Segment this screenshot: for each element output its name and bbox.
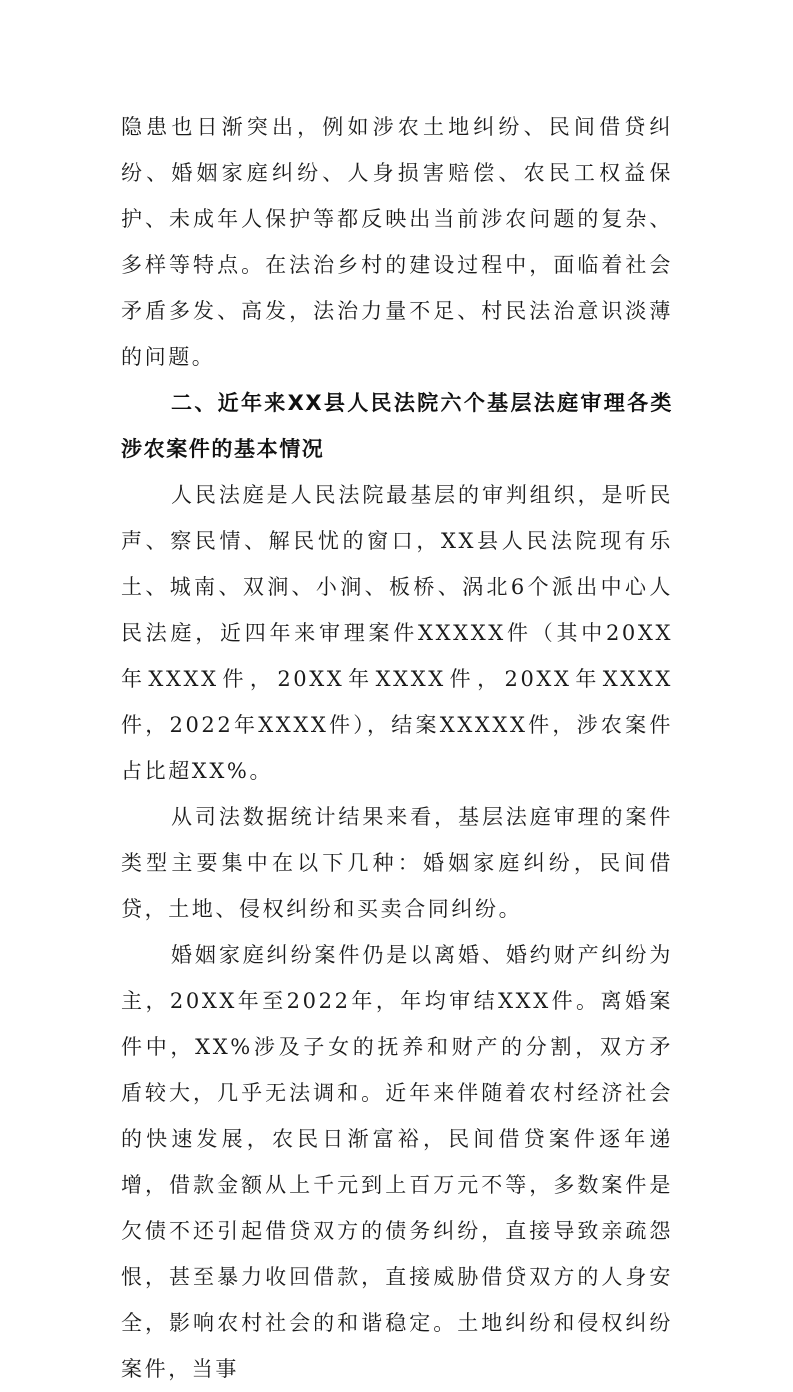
paragraph-continuation: 隐患也日渐突出，例如涉农土地纠纷、民间借贷纠纷、婚姻家庭纠纷、人身损害赔偿、农民工权益保护、未成年人保护等都反映出当前涉农问题的复杂、多样等特点。在法治乡村的建设过程中，面临着社会矛盾多发、高发，法治力量不足、村民法治意识淡薄的问题。 [121,115,673,369]
document-page [121,104,673,1392]
section-heading: 二、近年来XX县人民法院六个基层法庭审理各类涉农案件的基本情况 [121,391,673,461]
paragraph-court-overview: 人民法庭是人民法院最基层的审判组织，是听民声、察民情、解民忧的窗口，XX县人民法院现有乐土、城南、双涧、小涧、板桥、涡北6个派出中心人民法庭，近四年来审理案件XXXXX件（其中20XX年XXXX件，20XX年XXXX件，20XX年XXXX件，2022年XXXX件），结案XXXXX件，涉农案件占比超XX%。 [121,483,673,783]
paragraph-case-types: 从司法数据统计结果来看，基层法庭审理的案件类型主要集中在以下几种：婚姻家庭纠纷，民间借贷，土地、侵权纠纷和买卖合同纠纷。 [121,805,673,921]
paragraph-marriage-lending: 婚姻家庭纠纷案件仍是以离婚、婚约财产纠纷为主，20XX年至2022年，年均审结XXX件。离婚案件中，XX%涉及子女的抚养和财产的分割，双方矛盾较大，几乎无法调和。近年来伴随着农村经济社会的快速发展，农民日渐富裕，民间借贷案件逐年递增，借款金额从上千元到上百万元不等，多数案件是欠债不还引起借贷双方的债务纠纷，直接导致亲疏怨恨，甚至暴力收回借款，直接威胁借贷双方的人身安全，影响农村社会的和谐稳定。土地纠纷和侵权纠纷案件，当事 [121,943,673,1381]
